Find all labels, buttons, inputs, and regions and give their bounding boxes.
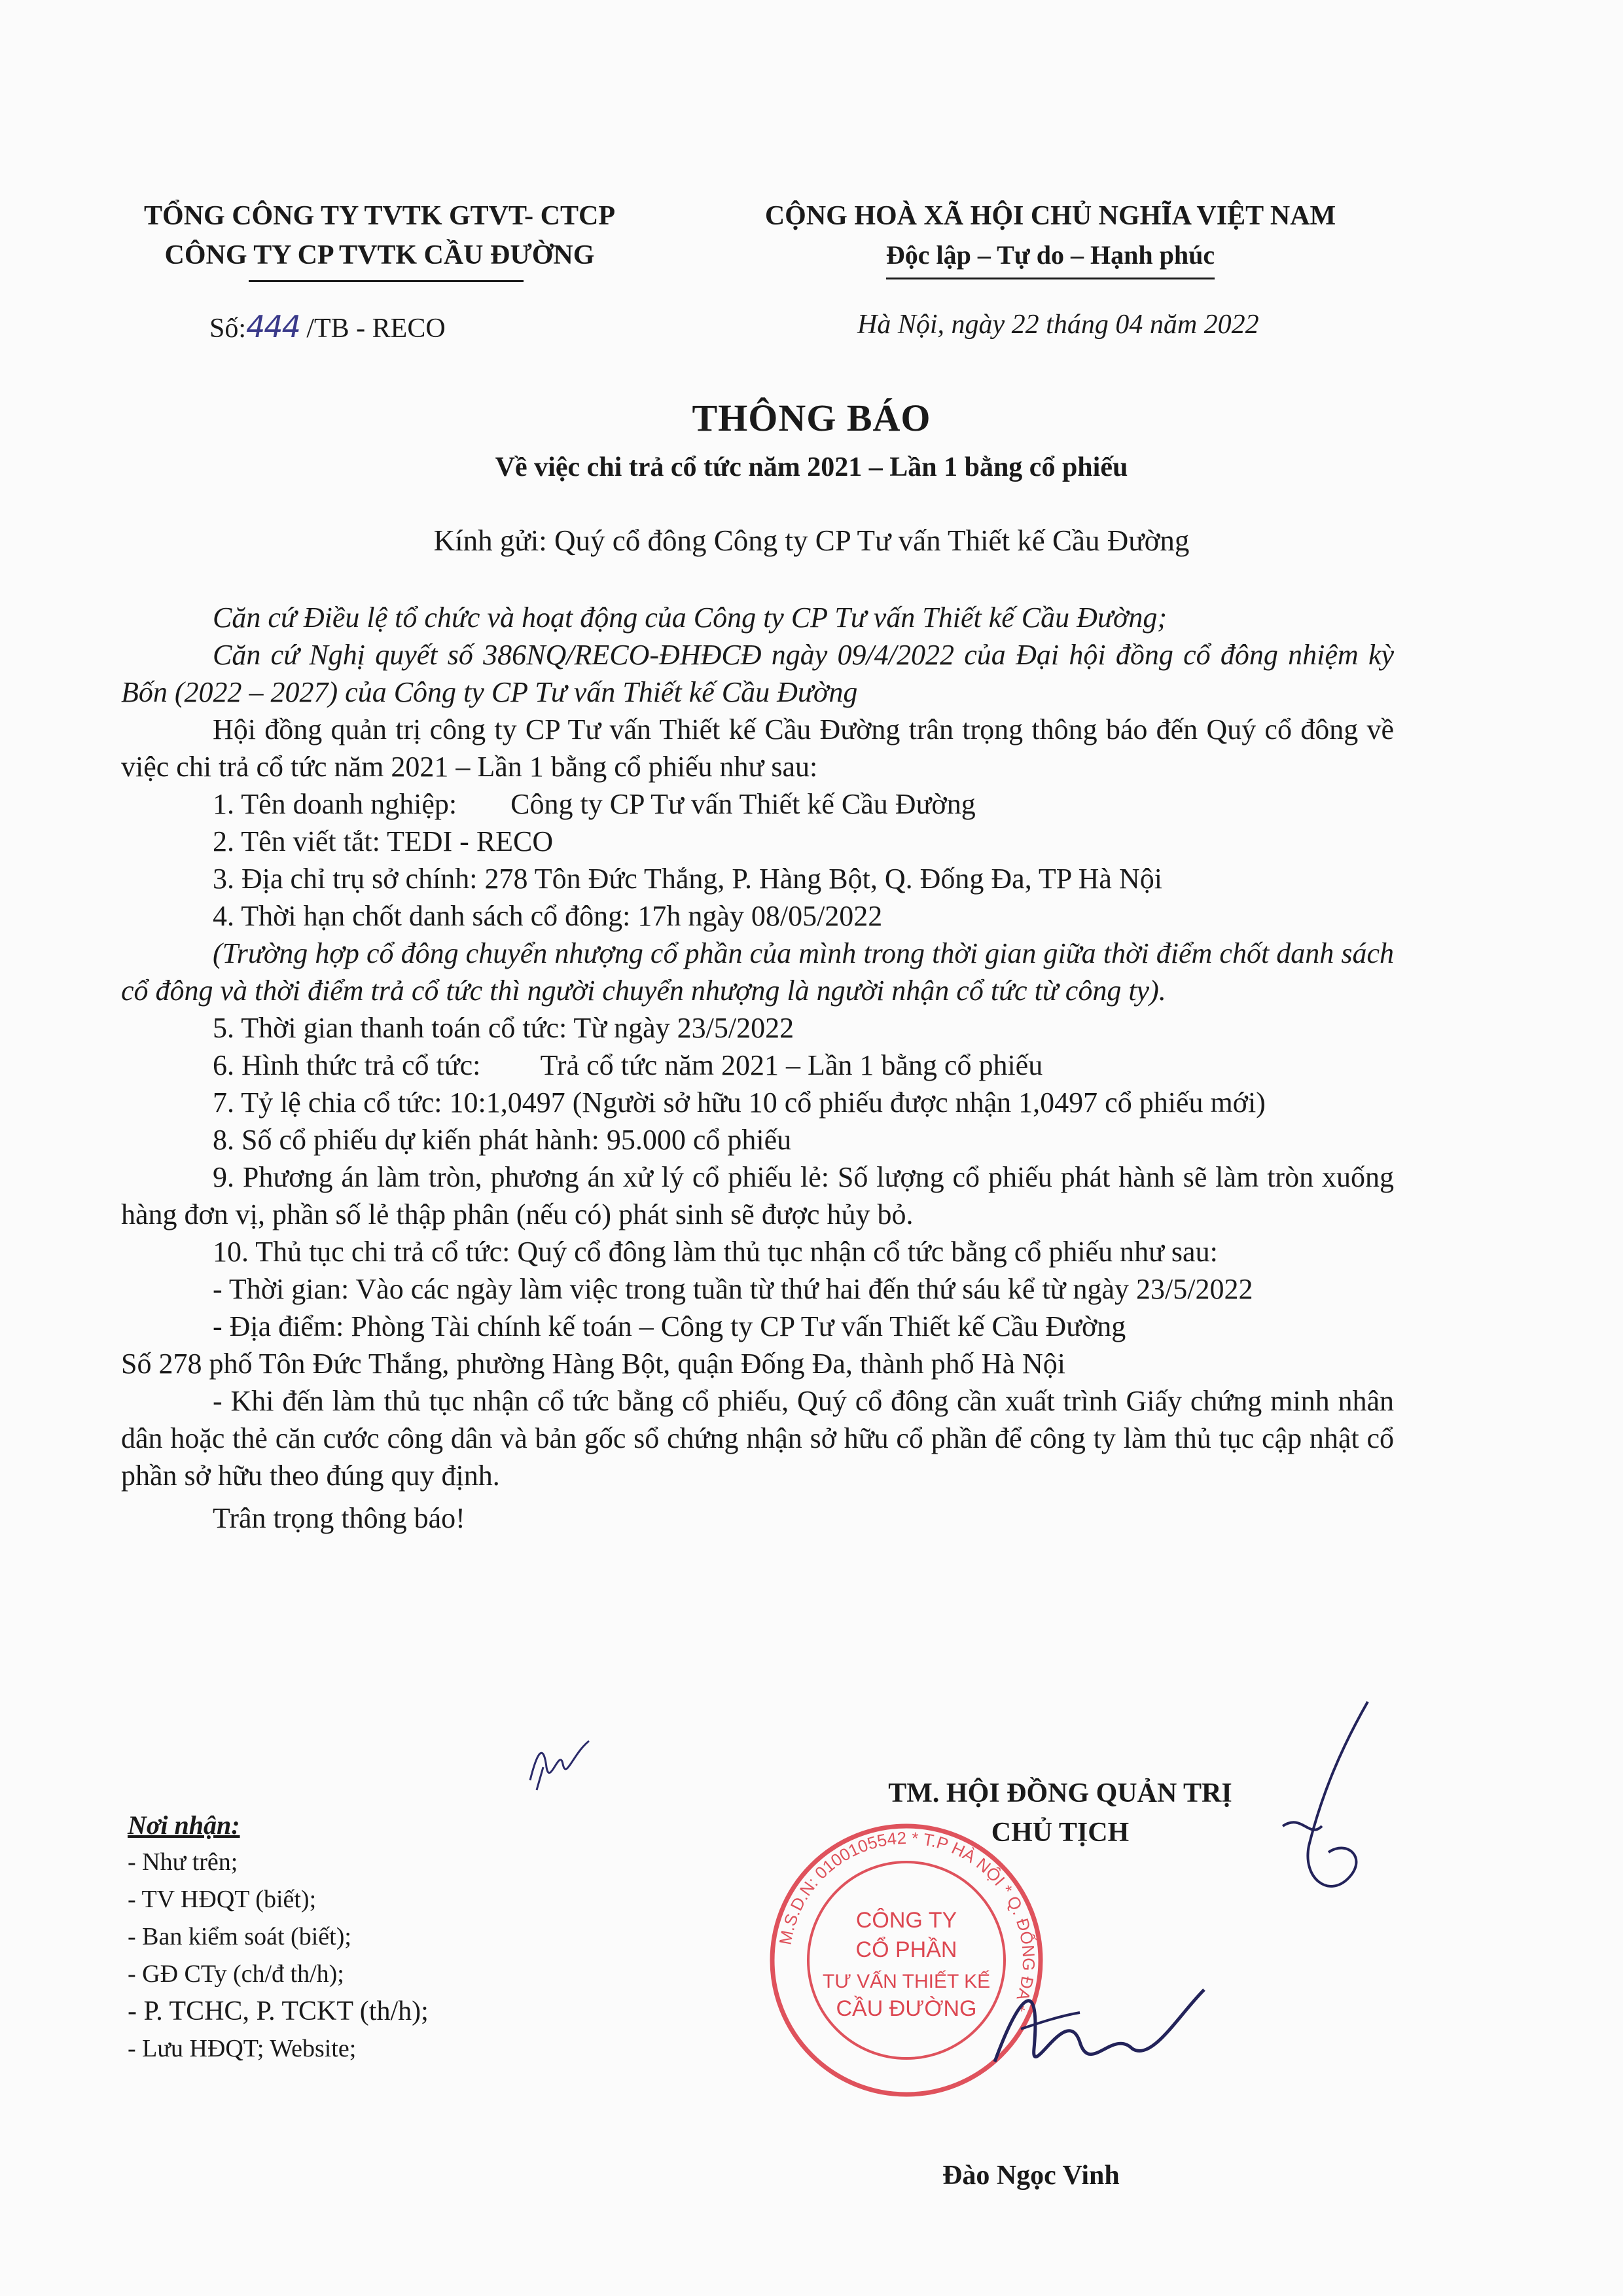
recipient-item: - TV HĐQT (biết); <box>128 1886 317 1913</box>
item-5: 5. Thời gian thanh toán cổ tức: Từ ngày 23/5/2022 <box>213 1012 794 1044</box>
document-body <box>121 599 1394 1537</box>
header-rule <box>249 280 524 282</box>
recipient-item: - P. TCHC, P. TCKT (th/h); <box>128 1996 429 2026</box>
recipient-item: - Ban kiểm soát (biết); <box>128 1923 351 1950</box>
signer-name: Đào Ngọc Vinh <box>942 2161 1120 2191</box>
item-10-address: Số 278 phố Tôn Đức Thắng, phường Hàng Bột, quận Đống Đa, thành phố Hà Nội <box>121 1348 1065 1380</box>
item-10-documents: - Khi đến làm thủ tục nhận cổ tức bằng cổ phiếu, Quý cổ đông cần xuất trình Giấy chứng minh nhân dân hoặc thẻ căn cước công dân và bản gốc sổ chứng nhận sở hữu cổ phần để công ty làm thủ tục cập nhật cổ phần sở hữu theo đúng quy định. <box>121 1385 1394 1492</box>
item-10-time: - Thời gian: Vào các ngày làm việc trong tuần từ thứ hai đến thứ sáu kể từ ngày 23/5/2022 <box>213 1273 1253 1305</box>
item-8: 8. Số cổ phiếu dự kiến phát hành: 95.000 cổ phiếu <box>213 1124 792 1156</box>
recipient-item: - Như trên; <box>128 1848 238 1876</box>
item-1-value: Công ty CP Tư vấn Thiết kế Cầu Đường <box>510 788 976 820</box>
item-6 <box>121 1047 1394 1084</box>
addressee-line: Kính gửi: Quý cổ đông Công ty CP Tư vấn Thiết kế Cầu Đường <box>433 524 1190 557</box>
recipient-item: - GĐ CTy (ch/đ th/h); <box>128 1960 344 1988</box>
legal-basis-2: Căn cứ Nghị quyết số 386NQ/RECO-ĐHĐCĐ ngày 09/4/2022 của Đại hội đồng cổ đông nhiệm kỳ Bốn (2022 – 2027) của Công ty CP Tư vấn Thiết kế Cầu Đường <box>121 639 1394 708</box>
national-motto: Độc lập – Tự do – Hạnh phúc <box>886 236 1215 279</box>
legal-basis-1: Căn cứ Điều lệ tổ chức và hoạt động của Công ty CP Tư vấn Thiết kế Cầu Đường; <box>213 601 1168 634</box>
recipients-title: Nơi nhận: <box>128 1810 240 1840</box>
item-10: 10. Thủ tục chi trả cổ tức: Quý cổ đông làm thủ tục nhận cổ tức bằng cổ phiếu như sau: <box>213 1236 1218 1268</box>
svg-text:CỔ PHẦN: CỔ PHẦN <box>855 1937 957 1962</box>
document-subtitle: Về việc chi trả cổ tức năm 2021 – Lần 1 bằng cổ phiếu <box>495 452 1128 482</box>
signature-position: CHỦ TỊCH <box>991 1818 1130 1848</box>
recipients-block <box>128 1806 429 2068</box>
place-date: Hà Nội, ngày 22 tháng 04 năm 2022 <box>857 310 1259 340</box>
document-number <box>209 309 446 344</box>
item-4-note: (Trường hợp cổ đông chuyển nhượng cổ phần của mình trong thời gian giữa thời điểm chốt danh sách cổ đông và thời điểm trả cổ tức thì người chuyển nhượng là người nhận cổ tức từ công ty). <box>121 937 1394 1007</box>
chairman-signature <box>982 1950 1217 2094</box>
item-1 <box>121 785 1394 823</box>
intro-paragraph: Hội đồng quản trị công ty CP Tư vấn Thiết kế Cầu Đường trân trọng thông báo đến Quý cổ đông về việc chi trả cổ tức năm 2021 – Lần 1 bằng cổ phiếu như sau: <box>121 713 1394 783</box>
item-6-value: Trả cổ tức năm 2021 – Lần 1 bằng cổ phiếu <box>540 1049 1043 1081</box>
recipient-item: - Lưu HĐQT; Website; <box>128 2035 357 2062</box>
handwritten-initial <box>524 1728 596 1800</box>
item-6-label: 6. Hình thức trả cổ tức: <box>213 1049 481 1081</box>
document-number-prefix: Số: <box>209 314 247 344</box>
parent-org-name: TỔNG CÔNG TY TVTK GTVT- CTCP <box>144 201 615 231</box>
item-7: 7. Tỷ lệ chia cổ tức: 10:1,0497 (Người sở hữu 10 cổ phiếu được nhận 1,0497 cổ phiếu mới) <box>213 1086 1266 1119</box>
closing-line: Trân trọng thông báo! <box>213 1502 465 1534</box>
item-10-place: - Địa điểm: Phòng Tài chính kế toán – Công ty CP Tư vấn Thiết kế Cầu Đường <box>213 1310 1126 1342</box>
item-4: 4. Thời hạn chốt danh sách cổ đông: 17h ngày 08/05/2022 <box>213 900 883 932</box>
svg-text:CÔNG TY: CÔNG TY <box>855 1908 957 1933</box>
document-number-suffix: /TB - RECO <box>306 314 446 344</box>
company-name: CÔNG TY CP TVTK CẦU ĐƯỜNG <box>164 240 595 270</box>
approval-scribble <box>1270 1695 1381 1911</box>
item-9: 9. Phương án làm tròn, phương án xử lý cổ phiếu lẻ: Số lượng cổ phiếu phát hành sẽ làm tròn xuống hàng đơn vị, phần số lẻ thập phân (nếu có) phát sinh sẽ được hủy bỏ. <box>121 1161 1394 1230</box>
svg-text:CẦU ĐƯỜNG: CẦU ĐƯỜNG <box>836 1996 977 2021</box>
document-title: THÔNG BÁO <box>692 397 931 439</box>
national-header <box>687 196 1414 279</box>
item-3: 3. Địa chỉ trụ sở chính: 278 Tôn Đức Thắng, P. Hàng Bột, Q. Đống Đa, TP Hà Nội <box>213 863 1162 895</box>
organization-header <box>92 196 668 275</box>
signature-role: TM. HỘI ĐỒNG QUẢN TRỊ <box>888 1778 1232 1808</box>
item-1-label: 1. Tên doanh nghiệp: <box>213 788 457 820</box>
document-number-handwritten: 444 <box>246 309 300 344</box>
svg-text:TƯ VẤN THIẾT KẾ: TƯ VẤN THIẾT KẾ <box>822 1971 991 1992</box>
item-2: 2. Tên viết tắt: TEDI - RECO <box>213 825 554 857</box>
svg-text:M.S.D.N: 0100105542 * T.P HÀ N: M.S.D.N: 0100105542 * T.P HÀ NỘI * Q. ĐỐNG ĐA * <box>775 1827 1039 2015</box>
national-title: CỘNG HOÀ XÃ HỘI CHỦ NGHĨA VIỆT NAM <box>764 201 1336 231</box>
